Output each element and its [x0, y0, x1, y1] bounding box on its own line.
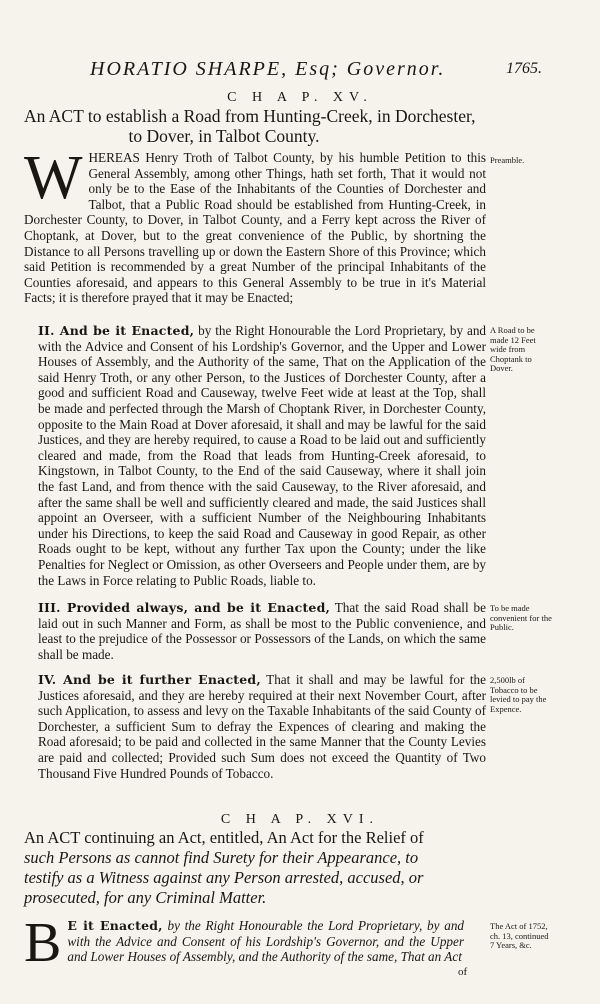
preamble-text: HEREAS Henry Troth of Talbot County, by his humble Petition to this General Assembly, among other Things, hath set forth, That it would not only be to the Ease of the Inhabitants of the Counties of Dorchester and Talbot, that a Public Road should be established from Hunting-Creek, in Dorchester County, to Dover, in Talbot County, and a Ferry kept across the River of Choptank, at Dover, but to the great convenience of the Public, by shortning the Distance to all Persons travelling up or down the Eastern Shore of this Province; which said Petition is recommended by a great Number of the principal Inhabitants of the Counties aforesaid, and appears to this General Assembly to be true in it's Material Facts; it is therefore prayed that it may be Enacted; — [24, 150, 486, 306]
section-2-text: by the Right Honourable the Lord Proprietary, by and with the Advice and Consent of his Lordship's Governor, and the Upper and Lower Houses of Assembly, and the Authority of the same, That on the Application of the said Henry Troth, or any other Person, to the Justices of Dorchester County, after a good and sufficient Road and Causeway, twelve Feet wide at least at the Top, shall be made and perfected through the Marsh of Choptank River, in Dorchester County, opposite to the Main Road at Dover aforesaid, it shall and may be lawful for the said Justices, and they are hereby required, to cause a Road to be laid out and sufficiently cleared and made, from the Road that leads from Hunting-Creek aforesaid, to Kingstown, in Talbot County, to the End of the said Causeway, where it shall join the fast Land, and from thence with the said Causeway, to the River aforesaid, and after the same shall be well and sufficiently cleared and made, the said Justices shall appoint an Overseer, with a sufficient Number of the Neighbouring Inhabitants under his Directions, to keep the said Road and Causeway in good Repair, as other Roads ought to be kept, without any further Tax upon the County; under the like Penalties for Neglect or Omission, as other Overseers and People under them, are by the Laws in Force relating to Public Roads, liable to. — [38, 323, 487, 588]
running-header — [0, 58, 600, 82]
page-year: 1765. — [506, 60, 542, 77]
drop-cap-w: W — [24, 144, 83, 212]
section-3-text: That the said Road shall be laid out in such Manner and Form, as shall be most to the Public convenience, and least to the prejudice of the Possessor or Possessors of the Lands, on which the same shall be made. — [38, 600, 486, 662]
chapter-16-heading: C H A P. XVI. — [220, 812, 380, 827]
section-2-lead: II. And be it Enacted, — [38, 323, 195, 338]
chapter-16-title-line-2: such Persons as cannot find Surety for their Appearance, to — [24, 848, 419, 867]
chapter-15-title-line-2: to Dover, in Talbot County. — [128, 126, 320, 146]
margin-note-tobacco: 2,500lb of Tobacco to be levied to pay the Expence. — [490, 675, 547, 714]
margin-note-convenient: To be made convenient for the Public. — [490, 603, 552, 633]
chapter-16-title — [24, 828, 484, 908]
running-title: HORATIO SHARPE, Esq; Governor. — [90, 58, 446, 80]
drop-cap-b: B — [24, 912, 62, 974]
section-4-lead: IV. And be it further Enacted, — [38, 672, 261, 687]
chapter-15-title — [24, 106, 484, 146]
margin-note-preamble: Preamble. — [490, 155, 525, 165]
section-4-text: That it shall and may be lawful for the Justices aforesaid, and they are hereby required at their next November Court, after such Application, to assess and levy on the Taxable Inhabitants of the said County of Dorchester, a sufficient Sum to defray the Expences of clearing and making the Road aforesaid; to be paid and collected in the same Manner that the County Levies are paid and collected; Provided such Sum does not exceed the Quantity of Two Thousand Five Hundred Pounds of Tobacco. — [38, 672, 486, 781]
chapter-16-enact-text: by the Right Honourable the Lord Proprietary, by and with the Advice and Consent of his Lordship's Governor, and the Upper and Lower Houses of Assembly, and the Authority of the same, That an Act — [67, 918, 465, 965]
chapter-16-enacting-paragraph — [24, 912, 465, 974]
chapter-15-heading: C H A P. XV. — [227, 90, 373, 105]
chapter-16-enact-lead: E it Enacted, — [67, 918, 163, 933]
catchword: of — [458, 966, 468, 978]
section-3-lead: III. Provided always, and be it Enacted, — [38, 600, 331, 615]
chapter-16-title-line-1: An ACT continuing an Act, entitled, An Act for the Relief of — [24, 828, 424, 847]
section-3-paragraph — [24, 600, 486, 662]
margin-note-road: A Road to be made 12 Feet wide from Choptank to Dover. — [490, 325, 536, 374]
margin-note-act-1752: The Act of 1752, ch. 13, continued 7 Years, &c. — [490, 921, 549, 951]
chapter-15-title-line-1: An ACT to establish a Road from Hunting-Creek, in Dorchester, — [24, 106, 476, 126]
section-2-paragraph — [24, 323, 486, 588]
section-4-paragraph — [24, 672, 486, 781]
chapter-16-title-line-3: testify as a Witness against any Person arrested, accused, or — [24, 868, 424, 887]
chapter-16-title-line-4: prosecuted, for any Criminal Matter. — [24, 888, 267, 907]
preamble-paragraph — [24, 144, 486, 306]
